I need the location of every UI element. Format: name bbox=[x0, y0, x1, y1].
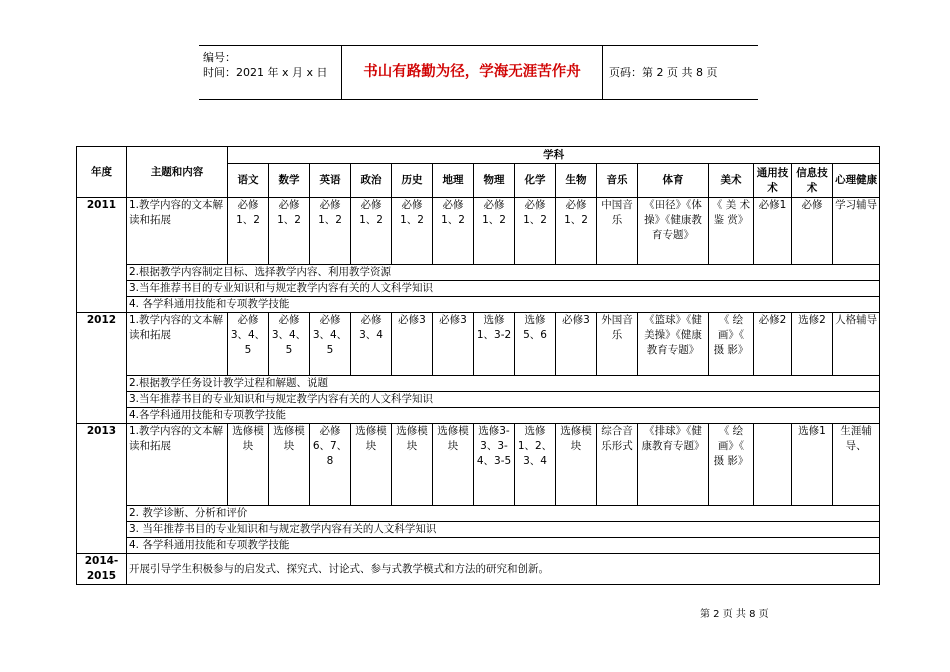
subject-header: 物理 bbox=[474, 164, 515, 198]
table-cell: 必修1、2 bbox=[351, 198, 392, 265]
subject-header: 化学 bbox=[515, 164, 556, 198]
time-label: 时间：2021 年 x 月 x 日 bbox=[203, 66, 328, 79]
subject-header: 通用技术 bbox=[754, 164, 792, 198]
row-text: 4. 各学科通用技能和专项教学技能 bbox=[127, 297, 880, 313]
table-cell: 必修1 bbox=[754, 198, 792, 265]
row-text: 2.根据教学内容制定目标、选择教学内容、利用教学资源 bbox=[127, 265, 880, 281]
year-2011: 2011 bbox=[77, 198, 127, 313]
table-cell: 必修1、2 bbox=[433, 198, 474, 265]
subject-header: 数学 bbox=[269, 164, 310, 198]
table-cell: 《 美 术 鉴 赏》 bbox=[709, 198, 754, 265]
table-cell: 选修5、6 bbox=[515, 313, 556, 376]
table-cell: 选修1、3-2 bbox=[474, 313, 515, 376]
subject-header: 地理 bbox=[433, 164, 474, 198]
col-topic: 主题和内容 bbox=[127, 147, 228, 198]
col-year: 年度 bbox=[77, 147, 127, 198]
row-text: 4.各学科通用技能和专项教学技能 bbox=[127, 408, 880, 424]
subject-header: 生物 bbox=[556, 164, 597, 198]
document-header bbox=[199, 45, 758, 100]
table-cell: 必修3、4 bbox=[351, 313, 392, 376]
row-text: 2.根据教学任务设计教学过程和解题、说题 bbox=[127, 376, 880, 392]
table-cell: 必修3、4、5 bbox=[228, 313, 269, 376]
table-cell: 选修2 bbox=[792, 313, 833, 376]
subject-header: 音乐 bbox=[597, 164, 638, 198]
year-2012: 2012 bbox=[77, 313, 127, 424]
table-cell: 选修模块 bbox=[351, 424, 392, 506]
id-label: 编号： bbox=[203, 51, 236, 64]
table-cell: 必修1、2 bbox=[515, 198, 556, 265]
motto: 书山有路勤为径，学海无涯苦作舟 bbox=[341, 46, 603, 99]
table-cell: 选修3-3、3-4、3-5 bbox=[474, 424, 515, 506]
row-text: 2. 教学诊断、分析和评价 bbox=[127, 506, 880, 522]
subject-header: 语文 bbox=[228, 164, 269, 198]
table-cell: 中国音乐 bbox=[597, 198, 638, 265]
row-text: 3. 当年推荐书目的专业知识和与规定教学内容有关的人文科学知识 bbox=[127, 522, 880, 538]
topic-cell: 1.教学内容的文本解读和拓展 bbox=[127, 424, 228, 506]
table-cell: 《田径》《体操》《健康教育专题》 bbox=[638, 198, 709, 265]
subject-header: 心理健康 bbox=[833, 164, 880, 198]
table-cell bbox=[754, 424, 792, 506]
table-cell: 必修3 bbox=[556, 313, 597, 376]
subject-header: 体育 bbox=[638, 164, 709, 198]
table-cell: 《排球》《健康教育专题》 bbox=[638, 424, 709, 506]
table-cell: 必修6、7、8 bbox=[310, 424, 351, 506]
table-cell: 选修模块 bbox=[392, 424, 433, 506]
table-cell: 必修3、4、5 bbox=[310, 313, 351, 376]
table-cell: 生涯辅导、 bbox=[833, 424, 880, 506]
row-text: 4. 各学科通用技能和专项教学技能 bbox=[127, 538, 880, 554]
table-cell: 必修3、4、5 bbox=[269, 313, 310, 376]
row-text: 3.当年推荐书目的专业知识和与规定教学内容有关的人文科学知识 bbox=[127, 392, 880, 408]
table-cell: 《 绘 画》《 摄 影》 bbox=[709, 313, 754, 376]
table-cell: 必修1、2 bbox=[392, 198, 433, 265]
subject-header: 美术 bbox=[709, 164, 754, 198]
year-2014-2015: 2014-2015 bbox=[77, 554, 127, 585]
page-label: 页码：第 2 页 共 8 页 bbox=[609, 66, 718, 79]
subject-header: 政治 bbox=[351, 164, 392, 198]
table-cell: 选修1 bbox=[792, 424, 833, 506]
table-cell: 必修 bbox=[792, 198, 833, 265]
table-cell: 《 绘 画》《 摄 影》 bbox=[709, 424, 754, 506]
header-meta bbox=[203, 50, 328, 80]
table-cell: 必修1、2 bbox=[269, 198, 310, 265]
curriculum-table bbox=[76, 146, 880, 585]
table-cell: 必修1、2 bbox=[228, 198, 269, 265]
table-cell: 必修1、2 bbox=[310, 198, 351, 265]
table-cell: 人格辅导 bbox=[833, 313, 880, 376]
table-cell: 必修3 bbox=[433, 313, 474, 376]
subject-header: 信息技术 bbox=[792, 164, 833, 198]
table-cell: 选修模块 bbox=[269, 424, 310, 506]
topic-cell: 1.教学内容的文本解读和拓展 bbox=[127, 313, 228, 376]
table-cell: 综合音乐形式 bbox=[597, 424, 638, 506]
subject-group: 学科 bbox=[228, 147, 880, 164]
subject-header: 英语 bbox=[310, 164, 351, 198]
table-cell: 必修3 bbox=[392, 313, 433, 376]
table-cell: 必修1、2 bbox=[474, 198, 515, 265]
table-cell: 选修模块 bbox=[228, 424, 269, 506]
table-cell: 外国音乐 bbox=[597, 313, 638, 376]
topic-cell: 1.教学内容的文本解读和拓展 bbox=[127, 198, 228, 265]
table-cell: 必修2 bbox=[754, 313, 792, 376]
row-text: 3.当年推荐书目的专业知识和与规定教学内容有关的人文科学知识 bbox=[127, 281, 880, 297]
subject-header: 历史 bbox=[392, 164, 433, 198]
table-cell: 选修模块 bbox=[556, 424, 597, 506]
table-cell: 选修1、2、3、4 bbox=[515, 424, 556, 506]
year-2013: 2013 bbox=[77, 424, 127, 554]
table-cell: 学习辅导 bbox=[833, 198, 880, 265]
table-cell: 选修模块 bbox=[433, 424, 474, 506]
page-footer: 第 2 页 共 8 页 bbox=[700, 609, 769, 620]
row-text: 开展引导学生积极参与的启发式、探究式、讨论式、参与式教学模式和方法的研究和创新。 bbox=[127, 554, 880, 585]
table-cell: 必修1、2 bbox=[556, 198, 597, 265]
table-cell: 《篮球》《健美操》《健康教育专题》 bbox=[638, 313, 709, 376]
